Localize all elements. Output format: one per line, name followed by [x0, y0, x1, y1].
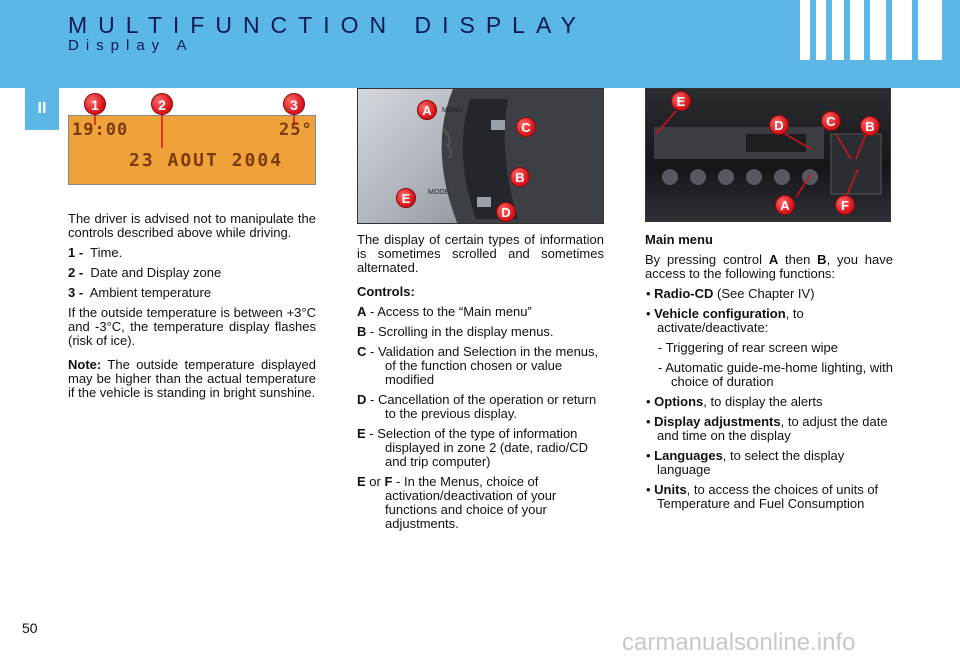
control-item-ef: E or F - In the Menus, choice of activation/deactivation of your functions and choice of your adjustments. [357, 474, 557, 531]
radio-label-f: F [835, 195, 855, 215]
item-number: 2 - [68, 265, 84, 280]
driver-advice: The driver is advised not to manipulate the controls described above while driving. [68, 211, 316, 240]
sub-item: - Automatic guide-me-home lighting, with choice of duration [658, 360, 893, 389]
page-number: 50 [22, 620, 38, 636]
radio-label-b: B [860, 116, 880, 136]
lcd-date: 23 AOUT 2004 [129, 150, 284, 171]
radio-label-e: E [671, 91, 691, 111]
list-item [68, 286, 316, 300]
radio-label-d: D [769, 115, 789, 135]
main-menu-intro: By pressing control A then B, you have access to the following functions: [645, 252, 893, 281]
list-item [68, 246, 316, 260]
item-number: 3 - [68, 285, 84, 300]
callout-3: 3 [283, 93, 305, 115]
lcd-temp: 25° [279, 120, 313, 140]
section-tab: II [25, 88, 59, 130]
controls-label-b: B [510, 167, 530, 187]
control-item: C - Validation and Selection in the menus, of the function chosen or value modified [357, 344, 599, 387]
controls-label-d: D [496, 202, 516, 222]
sub-item: - Triggering of rear screen wipe [658, 340, 838, 355]
menu-bullet: • Units, to access the choices of units of Temperature and Fuel Consumption [646, 482, 879, 511]
radio-label-a: A [775, 195, 795, 215]
left-column [68, 212, 316, 406]
page-subtitle: Display A [68, 37, 194, 54]
control-item: A - Access to the “Main menu” [357, 304, 532, 319]
radio-label-c: C [821, 111, 841, 131]
menu-bullet: • Vehicle configuration, to activate/deactivate: [646, 306, 804, 335]
control-item: E - Selection of the type of information displayed in zone 2 (date, radio/CD and trip computer) [357, 426, 589, 469]
display-intro: The display of certain types of information is sometimes scrolled and sometimes alternated. [357, 232, 604, 275]
main-menu-title: Main menu [645, 232, 713, 247]
lcd-time: 19:00 [72, 120, 129, 140]
header-stripes [800, 0, 942, 60]
watermark: carmanualsonline.info [622, 629, 856, 656]
page-title: MULTIFUNCTION DISPLAY [68, 12, 587, 38]
controls-label-e: E [396, 188, 416, 208]
list-item [68, 266, 316, 280]
item-text: Ambient temperature [89, 285, 212, 300]
callout-1: 1 [84, 93, 106, 115]
note [68, 358, 316, 400]
middle-column [357, 233, 604, 537]
right-column [645, 233, 893, 517]
mode-print: MODE [428, 189, 449, 196]
controls-label-a: A [417, 100, 437, 120]
note-label: Note: [68, 357, 102, 372]
control-item: D - Cancellation of the operation or return to the previous display. [357, 392, 597, 421]
item-number: 1 - [68, 245, 84, 260]
controls-label-c: C [516, 117, 536, 137]
callout-2: 2 [151, 93, 173, 115]
control-item: B - Scrolling in the display menus. [357, 324, 554, 339]
note-text: The outside temperature displayed may be higher than the actual temperature if the vehicle is standing in bright sunshine. [68, 357, 316, 400]
menu-bullet: • Display adjustments, to adjust the date and time on the display [646, 414, 888, 443]
steering-controls-photo [357, 88, 604, 224]
item-text: Date and Display zone [90, 265, 222, 280]
header-bar [0, 0, 960, 88]
menu-bullet: • Options, to display the alerts [646, 394, 823, 409]
ice-warning: If the outside temperature is between +3°C and -3°C, the temperature display flashes (risk of ice). [68, 305, 316, 348]
menu-print: MENU [442, 107, 463, 114]
controls-title: Controls: [357, 284, 415, 299]
menu-bullet: • Languages, to select the display language [646, 448, 845, 477]
menu-bullet: • Radio-CD (See Chapter IV) [646, 286, 815, 301]
item-text: Time. [90, 245, 123, 260]
